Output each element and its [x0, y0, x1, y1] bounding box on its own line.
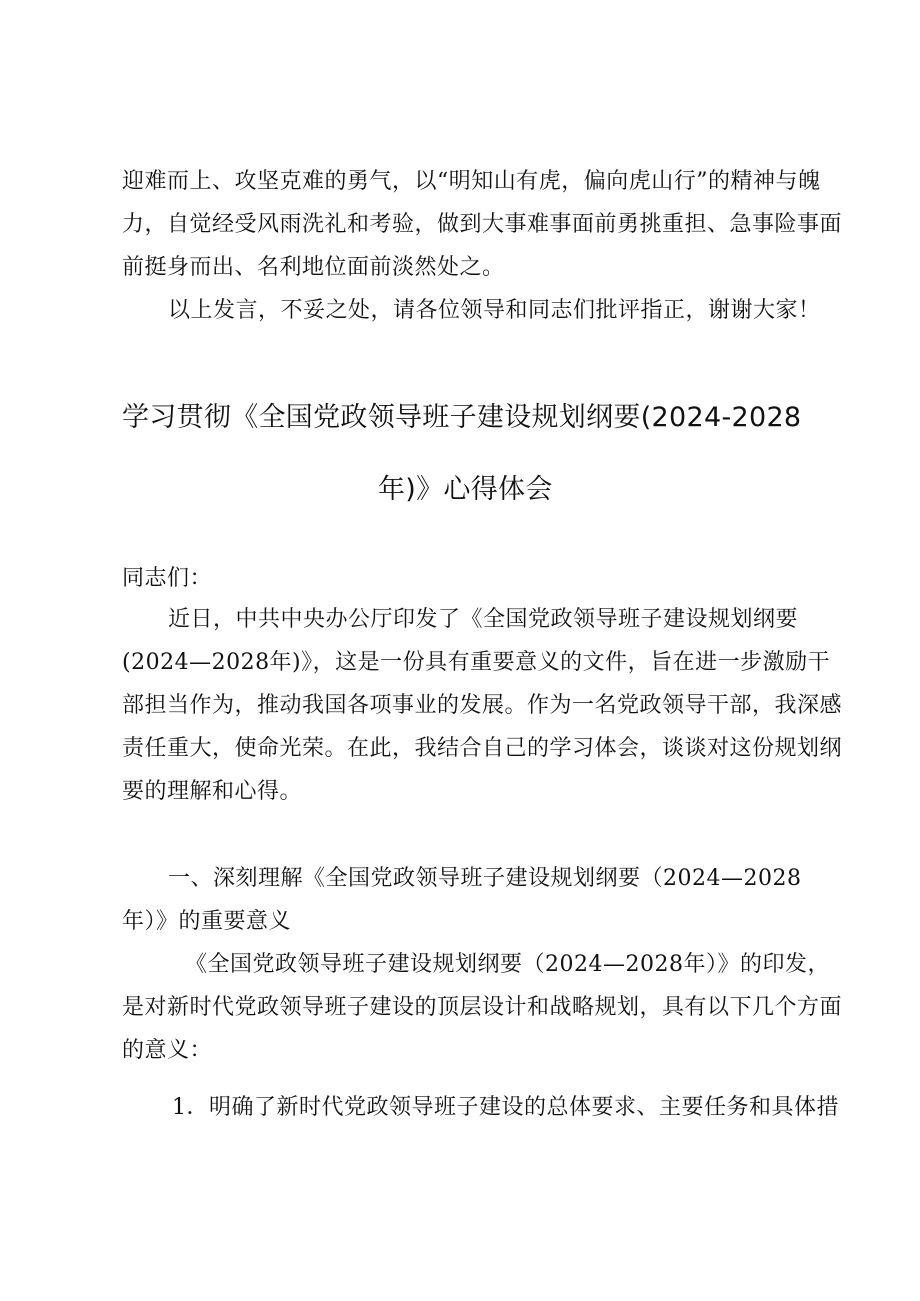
section1-body-line-1: 《全国党政领导班子建设规划纲要（2024—2028年）》的印发，: [185, 952, 830, 977]
article-title-line-2: 年)》心得体会: [378, 474, 553, 505]
salutation: 同志们：: [122, 566, 213, 591]
intro-line-3: 部担当作为，推动我国各项事业的发展。作为一名党政领导干部，我深感: [122, 693, 843, 718]
intro-line-4: 责任重大，使命光荣。在此，我结合自己的学习体会，谈谈对这份规划纲: [122, 736, 843, 761]
continuation-line-3: 前挺身而出、名利地位面前淡然处之。: [122, 255, 505, 280]
section1-body-line-2: 是对新时代党政领导班子建设的顶层设计和战略规划，具有以下几个方面: [122, 995, 843, 1020]
section1-heading-line-2: 年）》的重要意义: [122, 909, 292, 934]
continuation-line-2: 力，自觉经受风雨洗礼和考验，做到大事难事面前勇挑重担、急事险事面: [122, 212, 843, 237]
intro-line-2: (2024—2028年)》，这是一份具有重要意义的文件，旨在进一步激励干: [122, 650, 831, 675]
section1-body-line-3: 的意义：: [122, 1038, 213, 1063]
continuation-line-1: 迎难而上、攻坚克难的勇气，以“明知山有虎，偏向虎山行”的精神与魄: [122, 169, 821, 194]
item1-line: 1．明确了新时代党政领导班子建设的总体要求、主要任务和具体措: [172, 1095, 839, 1120]
closing-remark: 以上发言，不妥之处，请各位领导和同志们批评指正，谢谢大家！: [168, 298, 821, 323]
section1-heading-line-1: 一、深刻理解《全国党政领导班子建设规划纲要（2024—2028: [168, 866, 802, 891]
intro-line-5: 要的理解和心得。: [122, 779, 303, 804]
article-title-line-1: 学习贯彻《全国党政领导班子建设规划纲要(2024-2028: [122, 402, 802, 433]
intro-line-1: 近日，中共中央办公厅印发了《全国党政领导班子建设规划纲要: [168, 607, 799, 632]
